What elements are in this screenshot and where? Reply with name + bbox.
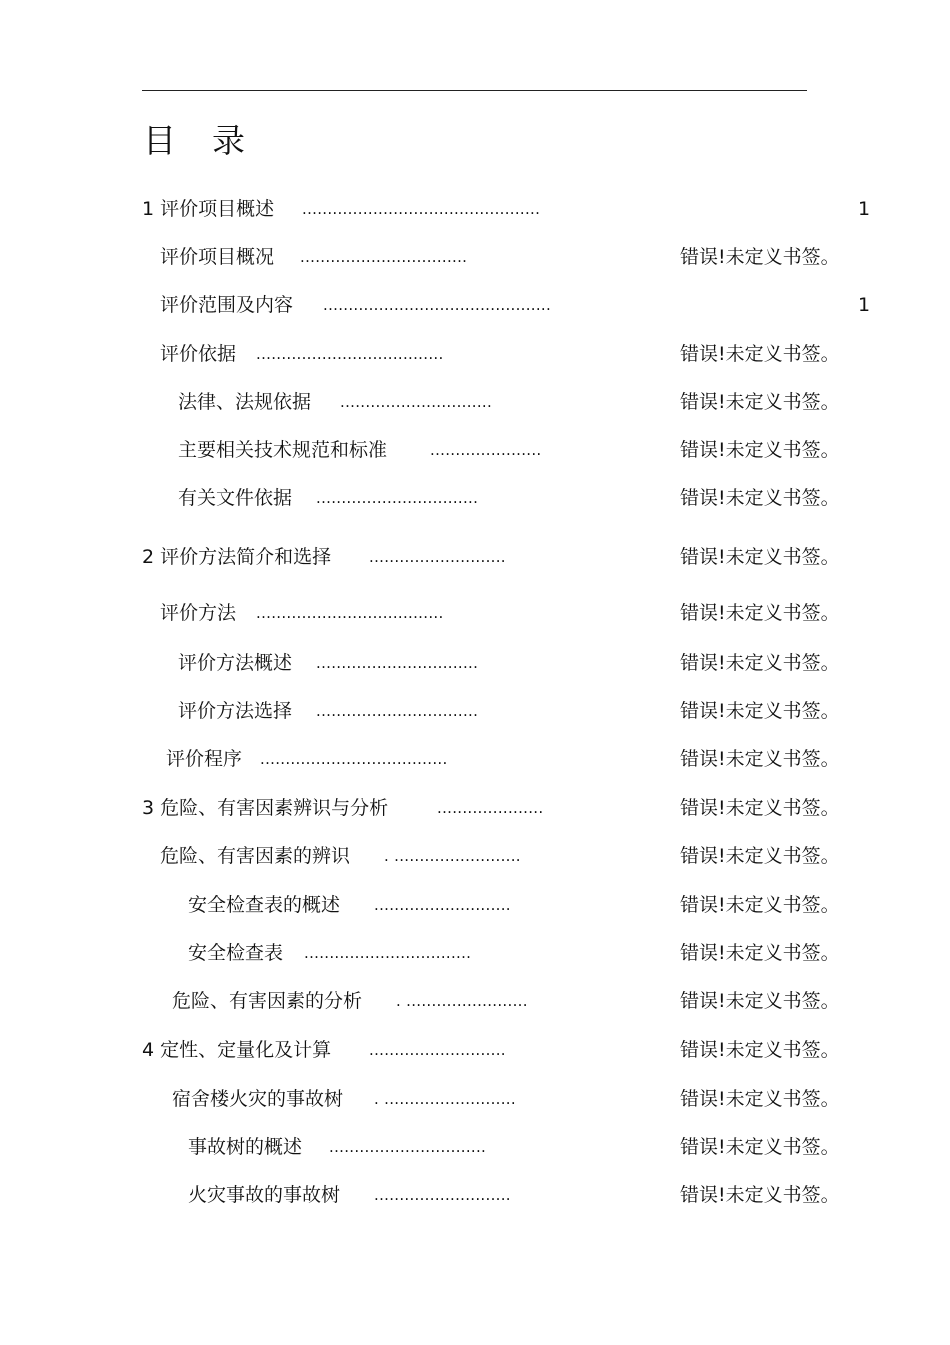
toc-entry-label: 宿舍楼火灾的事故树 (172, 1088, 344, 1110)
toc-entry-page: 错误!未定义书签。 (680, 1088, 840, 1110)
toc-entry[interactable] (0, 1132, 950, 1162)
toc-entry-leader: ........................... (374, 1186, 511, 1204)
toc-entry-page: 错误!未定义书签。 (680, 942, 840, 964)
toc-entry[interactable] (0, 841, 950, 871)
toc-entry-page: 错误!未定义书签。 (680, 1039, 840, 1061)
toc-entry[interactable] (0, 242, 950, 272)
toc-entry[interactable] (0, 387, 950, 417)
toc-entry[interactable] (0, 1180, 950, 1210)
toc-entry-page: 错误!未定义书签。 (680, 845, 840, 867)
toc-entry[interactable] (0, 339, 950, 369)
toc-entry-page: 错误!未定义书签。 (680, 391, 840, 413)
toc-entry-label: 危险、有害因素的辨识 (160, 845, 351, 867)
toc-entry-label: 安全检查表 (188, 942, 284, 964)
toc-entry-label: 评价程序 (166, 748, 243, 770)
toc-entry-page: 错误!未定义书签。 (680, 748, 840, 770)
toc-entry-leader: ............................................... (302, 200, 541, 218)
toc-entry[interactable] (0, 696, 950, 726)
toc-entry[interactable] (0, 435, 950, 465)
toc-entry-label: 评价方法概述 (178, 652, 293, 674)
toc-entry-leader: ...................... (430, 441, 542, 459)
toc-entry-leader: ................................ (316, 489, 479, 507)
toc-entry-leader: ................................. (304, 944, 472, 962)
toc-entry-leader: . .......................... (374, 1090, 516, 1108)
toc-entry-label: 评价方法选择 (178, 700, 293, 722)
toc-entry-leader: ............................... (329, 1138, 487, 1156)
toc-entry-leader: ................................ (316, 654, 479, 672)
toc-entry[interactable] (0, 890, 950, 920)
toc-entry-leader: ..................................... (260, 750, 448, 768)
toc-entry[interactable] (0, 542, 950, 572)
toc-entry-leader: .............................. (340, 393, 493, 411)
toc-entry[interactable] (0, 648, 950, 678)
toc-entry-label: 评价项目概况 (160, 246, 275, 268)
toc-entry[interactable] (0, 986, 950, 1016)
toc-entry-leader: . ........................ (396, 992, 528, 1010)
toc-entry-page: 错误!未定义书签。 (680, 487, 840, 509)
toc-entry[interactable] (0, 290, 950, 320)
toc-entry-leader: ..................... (437, 799, 544, 817)
page-title: 目录 (143, 121, 281, 160)
toc-entry-page: 错误!未定义书签。 (680, 990, 840, 1012)
toc-entry-page: 错误!未定义书签。 (680, 439, 840, 461)
toc-entry-label: 评价范围及内容 (160, 294, 294, 316)
toc-entry[interactable] (0, 793, 950, 823)
toc-entry[interactable] (0, 938, 950, 968)
toc-entry[interactable] (0, 194, 950, 224)
toc-entry-page: 1 (858, 198, 871, 220)
toc-entry-label: 评价依据 (160, 343, 237, 365)
toc-entry-leader: ............................................. (323, 296, 552, 314)
toc-entry-leader: ........................... (369, 1041, 506, 1059)
toc-entry-label: 火灾事故的事故树 (188, 1184, 341, 1206)
toc-entry-leader: ................................ (316, 702, 479, 720)
toc-entry-label: 有关文件依据 (178, 487, 293, 509)
toc-entry-page: 错误!未定义书签。 (680, 546, 840, 568)
toc-entry-label: 事故树的概述 (188, 1136, 303, 1158)
toc-entry-page: 错误!未定义书签。 (680, 1136, 840, 1158)
toc-entry-leader: . ......................... (384, 847, 521, 865)
toc-entry[interactable] (0, 1035, 950, 1065)
toc-entry-leader: ................................. (300, 248, 468, 266)
toc-entry-label: 主要相关技术规范和标准 (178, 439, 388, 461)
toc-entry-leader: ..................................... (256, 604, 444, 622)
toc-entry-label: 2 评价方法简介和选择 (142, 546, 332, 568)
toc-entry-page: 1 (858, 294, 871, 316)
toc-entry-page: 错误!未定义书签。 (680, 894, 840, 916)
toc-entry-page: 错误!未定义书签。 (680, 343, 840, 365)
toc-entry-label: 评价方法 (160, 602, 237, 624)
toc-entry-page: 错误!未定义书签。 (680, 1184, 840, 1206)
toc-entry-leader: ........................... (374, 896, 511, 914)
toc-entry-page: 错误!未定义书签。 (680, 602, 840, 624)
toc-entry-label: 4 定性、定量化及计算 (142, 1039, 332, 1061)
toc-entry-label: 危险、有害因素的分析 (172, 990, 363, 1012)
toc-entry-label: 法律、法规依据 (178, 391, 312, 413)
toc-entry[interactable] (0, 744, 950, 774)
toc-entry-page: 错误!未定义书签。 (680, 246, 840, 268)
toc-entry[interactable] (0, 1084, 950, 1114)
toc-entry-leader: ..................................... (256, 345, 444, 363)
toc-entry-leader: ........................... (369, 548, 506, 566)
toc-entry[interactable] (0, 483, 950, 513)
toc-entry[interactable] (0, 598, 950, 628)
toc-entry-page: 错误!未定义书签。 (680, 797, 840, 819)
toc-entry-page: 错误!未定义书签。 (680, 700, 840, 722)
toc-entry-page: 错误!未定义书签。 (680, 652, 840, 674)
toc-entry-label: 3 危险、有害因素辨识与分析 (142, 797, 389, 819)
toc-entry-label: 1 评价项目概述 (142, 198, 275, 220)
toc-entry-label: 安全检查表的概述 (188, 894, 341, 916)
